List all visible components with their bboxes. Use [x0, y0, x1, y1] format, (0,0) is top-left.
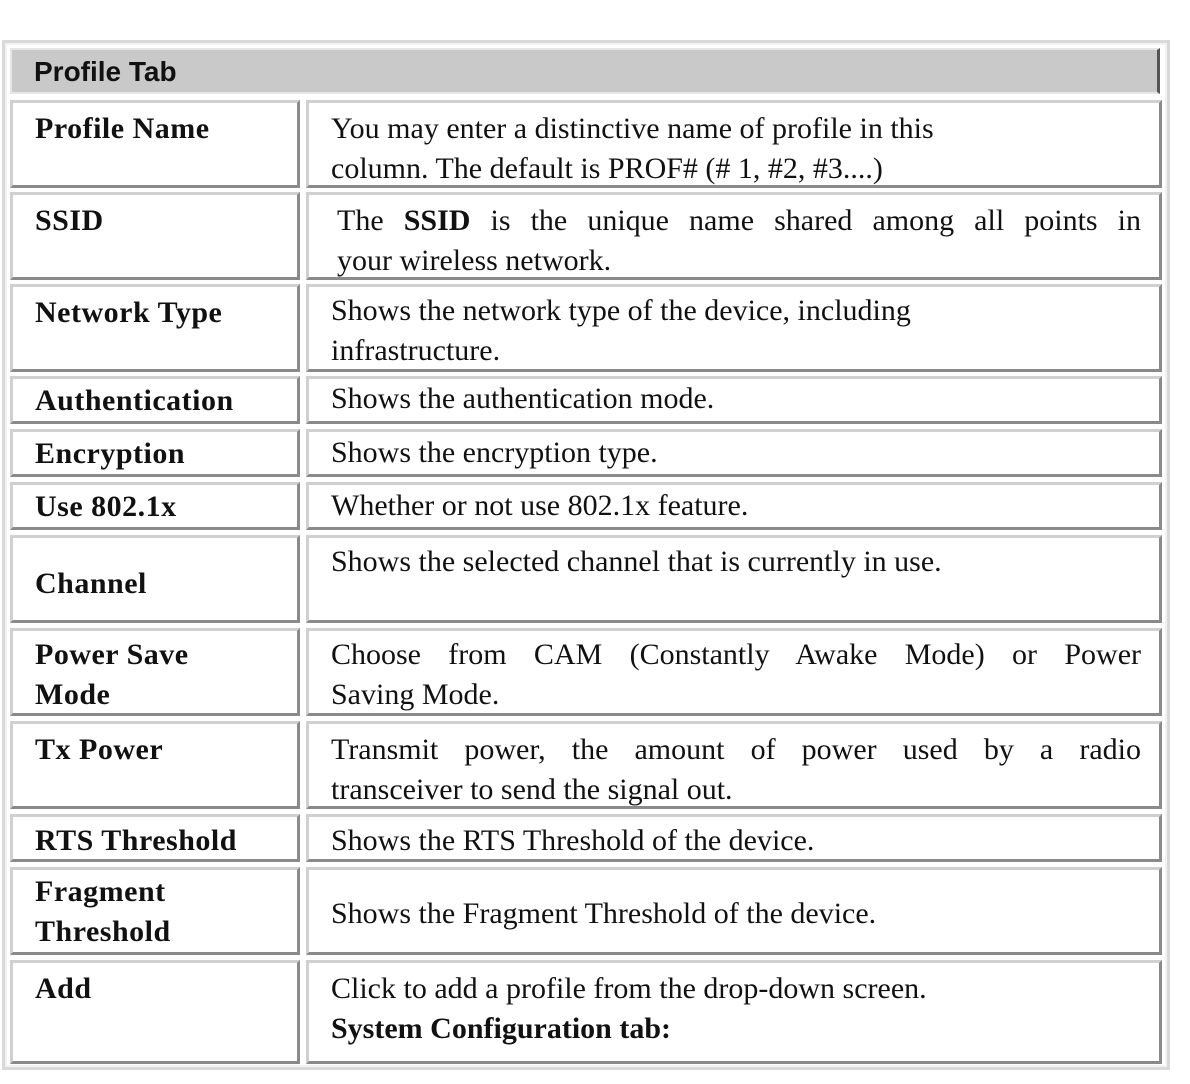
row-description: You may enter a distinctive name of profile in this column. The default is PROF# (# 1, #2, #3....): [331, 112, 934, 185]
row-label: Encryption: [35, 437, 186, 470]
row-description-cell: [306, 721, 1162, 809]
table-row: [10, 721, 1162, 809]
row-label: RTS Threshold: [35, 824, 237, 857]
table-row: [10, 284, 1162, 372]
row-description-cell: [306, 100, 1162, 188]
row-description-cell: [306, 376, 1162, 424]
row-description: Transmit power, the amount of power used by a radio transceiver to send the signal out.: [331, 733, 1141, 806]
row-label: Authentication: [35, 384, 234, 417]
row-label: Channel: [35, 567, 147, 600]
row-label: Add: [35, 972, 92, 1005]
row-description: Shows the Fragment Threshold of the device.: [331, 897, 877, 930]
system-configuration-tab-heading: System Configuration tab:: [331, 1012, 672, 1045]
row-description-cell: [306, 192, 1162, 280]
row-description: Shows the authentication mode.: [331, 382, 715, 415]
row-description: Choose from CAM (Constantly Awake Mode) or Power Saving Mode.: [331, 638, 1141, 711]
table-row: [10, 628, 1162, 716]
row-label-cell: [10, 814, 300, 862]
table-row: [10, 482, 1162, 530]
row-description-cell: [306, 482, 1162, 530]
row-description-cell: [306, 429, 1162, 477]
row-description: Shows the RTS Threshold of the device.: [331, 824, 815, 857]
row-label: Network Type: [35, 296, 223, 329]
row-label-cell: [10, 429, 300, 477]
row-label-cell: [10, 192, 300, 280]
row-label-cell: [10, 628, 300, 716]
row-label: SSID: [35, 204, 104, 237]
row-label: Fragment Threshold: [35, 875, 171, 948]
row-label: Profile Name: [35, 112, 210, 145]
table-row: [10, 867, 1162, 955]
row-label-cell: [10, 376, 300, 424]
row-label: Use 802.1x: [35, 490, 177, 523]
table-row: [10, 100, 1162, 188]
row-description-cell: [306, 960, 1162, 1064]
row-label-cell: [10, 721, 300, 809]
table-header: [10, 48, 1160, 94]
row-label-cell: [10, 284, 300, 372]
row-description: Whether or not use 802.1x feature.: [331, 489, 749, 522]
row-label-cell: [10, 867, 300, 955]
table-row: [10, 192, 1162, 280]
row-description-cell: [306, 628, 1162, 716]
row-label-cell: [10, 100, 300, 188]
table-row: [10, 814, 1162, 862]
row-description: Shows the network type of the device, including infrastructure.: [331, 294, 911, 367]
row-label: Power Save Mode: [35, 638, 189, 711]
row-description-cell: [306, 535, 1162, 623]
row-description: Shows the selected channel that is currently in use.: [331, 545, 942, 578]
row-label: Tx Power: [35, 733, 164, 766]
row-description-cell: [306, 867, 1162, 955]
row-label-cell: [10, 482, 300, 530]
row-description: Shows the encryption type.: [331, 436, 658, 469]
table-title: Profile Tab: [34, 56, 177, 87]
table-row: [10, 429, 1162, 477]
table-row: [10, 960, 1162, 1064]
row-label-cell: [10, 535, 300, 623]
row-description: The SSID is the unique name shared among all points in your wireless network.: [337, 204, 1142, 277]
row-label-cell: [10, 960, 300, 1064]
row-description: Click to add a profile from the drop-down screen. System Configuration tab:: [331, 969, 1141, 1049]
row-description-cell: [306, 814, 1162, 862]
table-row: [10, 376, 1162, 424]
row-description-cell: [306, 284, 1162, 372]
table-row: [10, 535, 1162, 623]
